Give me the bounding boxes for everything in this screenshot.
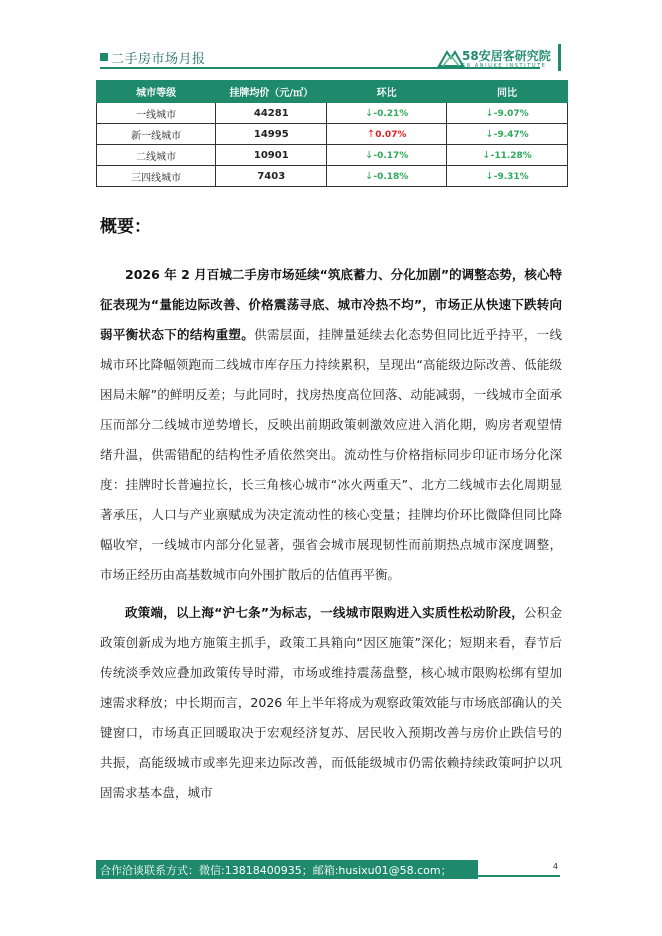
summary-body <box>100 260 562 816</box>
logo-text-cn: 58安居客研究院 <box>462 49 551 63</box>
cell-tier: 一线城市 <box>97 103 216 124</box>
cell-mom <box>327 103 447 124</box>
cell-yoy <box>447 124 568 145</box>
cell-price: 44281 <box>216 103 327 124</box>
footer-contact: 合作洽谈联系方式：微信:13818400935；邮箱:husixu01@58.com； <box>100 864 452 877</box>
mom-arrow-icon: ↓ <box>364 149 374 161</box>
cell-yoy <box>447 103 568 124</box>
yoy-arrow-icon: ↓ <box>485 128 494 140</box>
cell-mom <box>327 166 447 187</box>
price-table <box>96 80 568 187</box>
cell-yoy <box>447 166 568 187</box>
mom-arrow-icon: ↓ <box>364 107 374 119</box>
logo-roof-icon <box>439 52 463 66</box>
page-number: 4 <box>553 862 559 871</box>
cell-tier: 新一线城市 <box>97 124 216 145</box>
yoy-value: -11.28% <box>490 150 532 161</box>
cell-tier: 三四线城市 <box>97 166 216 187</box>
yoy-arrow-icon: ↓ <box>485 170 494 182</box>
cell-tier: 二线城市 <box>97 145 216 166</box>
mom-arrow-icon: ↓ <box>364 170 374 182</box>
cell-mom <box>327 145 447 166</box>
table-header-row <box>97 81 568 103</box>
yoy-value: -9.07% <box>493 108 529 119</box>
table-row <box>97 103 568 124</box>
mom-value: 0.07% <box>375 129 407 140</box>
yoy-value: -9.31% <box>493 171 529 182</box>
table-row <box>97 166 568 187</box>
yoy-arrow-icon: ↓ <box>482 149 491 161</box>
summary-title: 概要： <box>100 217 151 237</box>
paragraph-1 <box>100 260 562 590</box>
mom-value: -0.17% <box>373 150 409 161</box>
logo-text-en: 58 ANJUKE INSTITUTE <box>462 63 547 69</box>
col-header-yoy: 同比 <box>447 81 568 103</box>
table-row <box>97 145 568 166</box>
table-row <box>97 124 568 145</box>
cell-price: 7403 <box>216 166 327 187</box>
section-title: 二手房市场月报 <box>111 52 206 67</box>
mom-arrow-icon: ↑ <box>366 128 376 140</box>
paragraph-2-body: 公积金政策创新成为地方施策主抓手，政策工具箱向“因区施策”深化；短期来看，春节后传统淡季效应叠加政策传导时滞，市场或维持震荡盘整，核心城市限购松绑有望加速需求释放；中长期而言，2026 年上半年将成为观察政策效能与市场底部确认的关键窗口，市场真正回暖取决于宏观经济复苏、居民收入预期改善与房价止跌信号的共振，高能级城市或率先迎来边际改善，而低能级城市仍需依赖持续政策呵护以巩固需求基本盘，城市 <box>100 605 562 800</box>
yoy-arrow-icon: ↓ <box>485 107 494 119</box>
paragraph-2-lead: 政策端，以上海“沪七条”为标志，一线城市限购进入实质性松动阶段， <box>125 605 525 620</box>
col-header-price: 挂牌均价（元/㎡） <box>216 81 327 103</box>
yoy-value: -9.47% <box>493 129 529 140</box>
header-marker <box>100 53 108 61</box>
mom-value: -0.18% <box>373 171 409 182</box>
footer-divider <box>478 875 560 877</box>
cell-price: 14995 <box>216 124 327 145</box>
cell-mom <box>327 124 447 145</box>
paragraph-1-body: 供需层面，挂牌量延续去化态势但同比近乎持平，一线城市环比降幅领跑而二线城市库存压力持续累积，呈现出“高能级边际改善、低能级困局未解”的鲜明反差；与此同时，找房热度高位回落、动能减弱，一线城市全面承压而部分二线城市逆势增长，反映出前期政策刺激效应进入消化期，购房者观望情绪升温，供需错配的结构性矛盾依然突出。流动性与价格指标同步印证市场分化深度：挂牌时长普遍拉长，长三角核心城市“冰火两重天”、北方二线城市去化周期显著承压，人口与产业禀赋成为决定流动性的核心变量；挂牌均价环比微降但同比降幅收窄，一线城市内部分化显著，强省会城市展现韧性而前期热点城市深度调整，市场正经历由高基数城市向外围扩散后的估值再平衡。 <box>100 327 562 582</box>
col-header-tier: 城市等级 <box>97 81 216 103</box>
cell-yoy <box>447 145 568 166</box>
header-accent-bar <box>558 44 561 71</box>
paragraph-2 <box>100 598 562 808</box>
cell-price: 10901 <box>216 145 327 166</box>
col-header-mom: 环比 <box>327 81 447 103</box>
paragraph-1-lead: 2026 年 2 月百城二手房市场延续“筑底蓄力、分化加剧”的调整态势，核心特征表现为“量能边际改善、价格震荡寻底、城市冷热不均”，市场正从快速下跌转向弱平衡状态下的结构重塑。 <box>100 267 562 342</box>
mom-value: -0.21% <box>373 108 409 119</box>
